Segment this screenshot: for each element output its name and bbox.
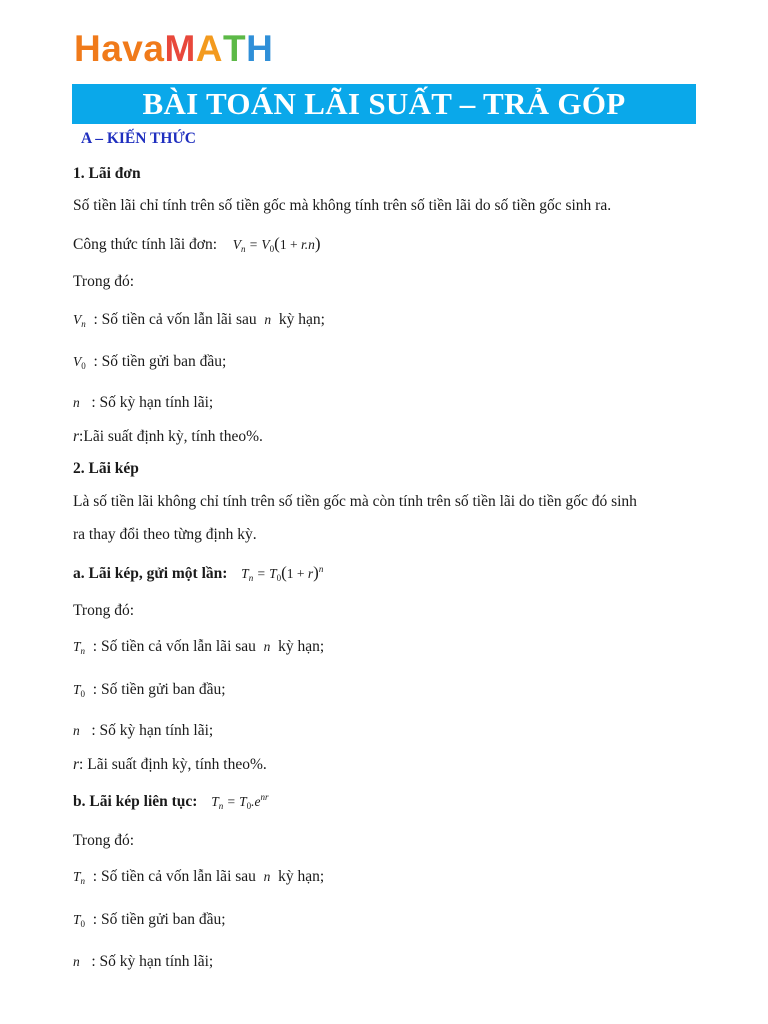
compound-def-line1: Là số tiền lãi không chỉ tính trên số tiền gốc mà còn tính trên số tiền lãi do tiền gốc đó sinh [73, 493, 637, 510]
page-title: BÀI TOÁN LÃI SUẤT – TRẢ GÓP [142, 86, 626, 121]
def-n-1: n : Số kỳ hạn tính lãi; [73, 394, 214, 411]
logo-text-hava: Hava [74, 28, 165, 69]
compound-once-formula: $T_n = T_0(1 + r)^n$ [241, 563, 324, 583]
simple-interest-definition: Số tiền lãi chỉ tính trên số tiền gốc mà không tính trên số tiền lãi do số tiền gốc sinh ra. [73, 197, 612, 214]
def-n-2: n : Số kỳ hạn tính lãi; [73, 722, 214, 739]
where-label-1: Trong đó: [73, 273, 135, 290]
logo-letter-h: H [246, 28, 274, 69]
compound-once-heading: a. Lãi kép, gửi một lần: $T_n = T_0(1 + r)^n$ [73, 563, 324, 583]
where-label-2: Trong đó: [73, 602, 135, 619]
compound-continuous-heading: b. Lãi kép liên tục: $T_n = T_0.e^{nr}$ [73, 792, 269, 811]
def-t0-2: $T_0$ : Số tiền gửi ban đầu; [73, 911, 226, 929]
havamath-logo [74, 30, 273, 67]
where-label-3: Trong đó: [73, 832, 135, 849]
compound-def-line2: ra thay đổi theo từng định kỳ. [73, 526, 257, 543]
logo-letter-t: T [223, 28, 247, 69]
def-tn-2: $T_n$ : Số tiền cả vốn lẫn lãi sau n kỳ hạn; [73, 868, 325, 886]
def-v0: $V_0$ : Số tiền gửi ban đầu; [73, 353, 227, 371]
def-n-3: n : Số kỳ hạn tính lãi; [73, 953, 214, 970]
logo-letter-m: M [164, 28, 196, 69]
simple-interest-formula-line [73, 234, 321, 255]
compound-continuous-formula: $T_n = T_0.e^{nr}$ [211, 792, 269, 811]
def-r-2: r: Lãi suất định kỳ, tính theo%. [73, 756, 267, 773]
def-vn: $V_n$ : Số tiền cả vốn lẫn lãi sau n kỳ hạn; [73, 311, 325, 329]
title-banner [72, 84, 696, 124]
def-r-1: r:Lãi suất định kỳ, tính theo%. [73, 428, 263, 445]
heading-compound-interest: 2. Lãi kép [73, 460, 139, 477]
logo-letter-a: A [195, 28, 224, 69]
formula-label: Công thức tính lãi đơn: [73, 236, 218, 253]
section-heading-a: A – KIẾN THỨC [81, 130, 196, 147]
simple-interest-formula: $V_n = V_0(1 + r.n)$ [232, 234, 321, 254]
heading-simple-interest: 1. Lãi đơn [73, 165, 141, 182]
def-t0-1: $T_0$ : Số tiền gửi ban đầu; [73, 681, 226, 699]
def-tn-1: $T_n$ : Số tiền cả vốn lẫn lãi sau n kỳ hạn; [73, 638, 325, 656]
